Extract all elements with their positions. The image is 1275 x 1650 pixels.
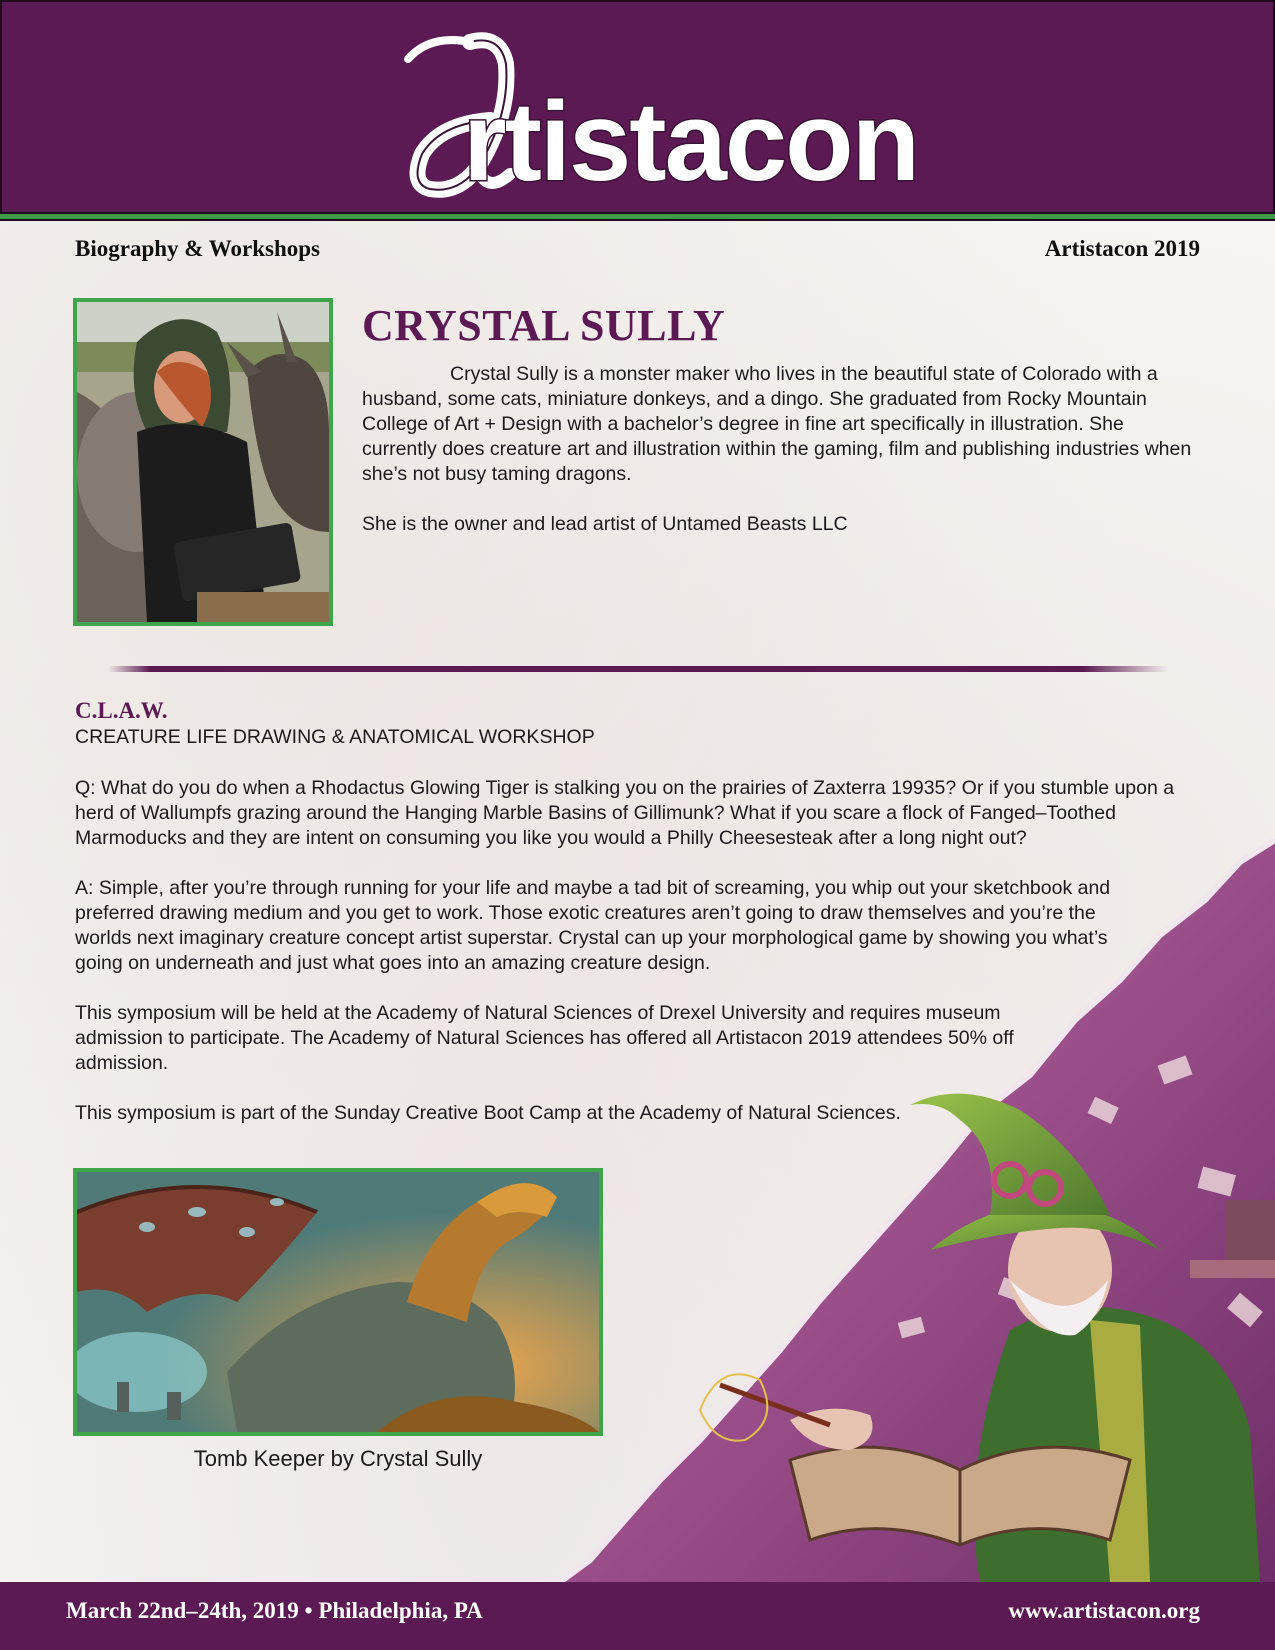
logo-wordmark: rtistacon [463,79,918,204]
workshop-location: This symposium will be held at the Academy of Natural Sciences of Drexel University and requires museum admission to participate. The Academy of Natural Sciences has offered all Artistacon 2019 attendees 50% off admission. [75,1002,1014,1074]
edition-label: Artistacon 2019 [1044,236,1200,261]
section-divider [108,666,1168,672]
website-link[interactable]: www.artistacon.org [1008,1598,1200,1623]
artwork-caption: Tomb Keeper by Crystal Sully [193,1446,483,1471]
section-label: Biography & Workshops [75,236,320,261]
artist-portrait [73,298,333,626]
workshop-answer: A: Simple, after you’re through running for your life and maybe a tad bit of screaming, you whip out your sketchbook and preferred drawing medium and you get to work. Those exotic creatures aren’t going to draw themselves and you’re the worlds next imaginary creature concept artist superstar. Crystal can up your morphological game by showing you what’s going on underneath and just what goes into an amazing creature design. [75,877,1111,974]
workshop-title: C.L.A.W. [75,698,168,723]
header-stripe [0,214,1275,221]
bio-paragraph: Crystal Sully is a monster maker who lives in the beautiful state of Colorado with a husband, some cats, miniature donkeys, and a dingo. She graduated from Rocky Mountain College of Art + Design with a bachelor’s degree in fine art specifically in illustration. She currently does creature art and illustration within the gaming, film and publishing industries when she’s not busy taming dragons. [362,363,1192,485]
artist-name: CRYSTAL SULLY [362,301,726,350]
workshop-subtitle: CREATURE LIFE DRAWING & ANATOMICAL WORKSHOP [75,726,595,748]
bio-paragraph: She is the owner and lead artist of Untamed Beasts LLC [362,513,848,535]
workshop-bootcamp: This symposium is part of the Sunday Creative Boot Camp at the Academy of Natural Sciences. [75,1102,901,1124]
tomb-keeper-artwork [73,1168,603,1436]
workshop-question: Q: What do you do when a Rhodactus Glowing Tiger is stalking you on the prairies of Zaxterra 19935? Or if you stumble upon a herd of Wallumpfs grazing around the Hanging Marble Basins of Gillimunk? What if you scare a flock of Fanged–Toothed Marmoducks and they are intent on consuming you like you would a Philly Cheesesteak after a long night out? [75,777,1175,849]
workshop-body [75,776,1215,1151]
book-stack [1225,1200,1275,1260]
event-dates-location: March 22nd–24th, 2019 • Philadelphia, PA [66,1598,483,1623]
bio-body [362,362,1202,562]
